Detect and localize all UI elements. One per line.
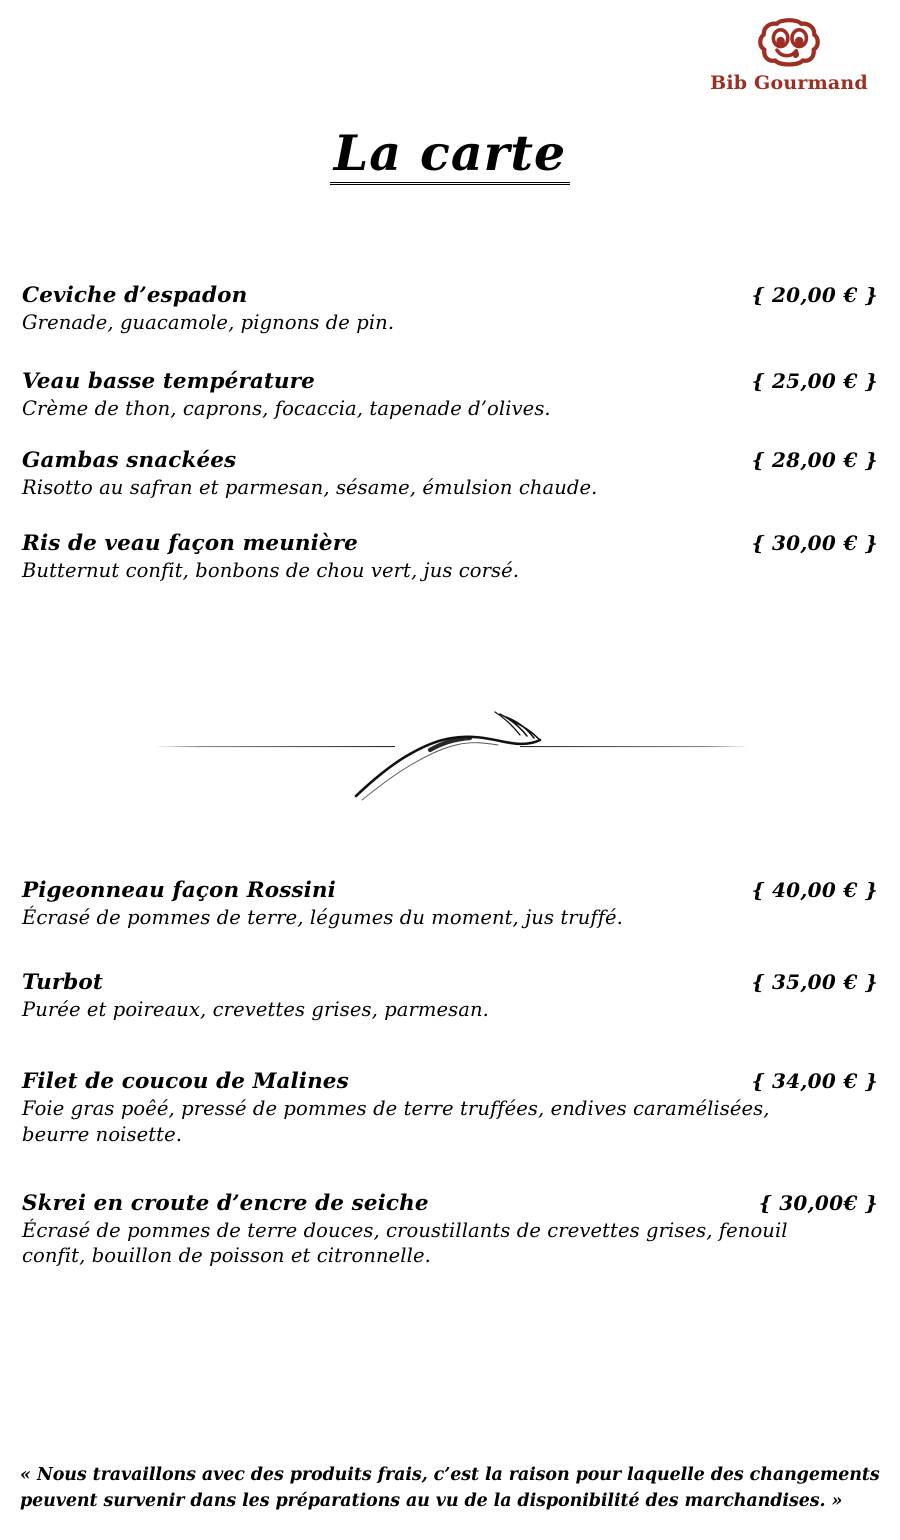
menu-item-header bbox=[22, 1069, 878, 1096]
menu-item bbox=[22, 531, 878, 583]
menu-item-name: Ris de veau façon meunière bbox=[22, 530, 358, 556]
menu-item-header bbox=[22, 369, 878, 396]
bib-gourmand-badge bbox=[694, 14, 884, 93]
menu-section-mains bbox=[22, 878, 878, 1269]
menu-item-price: { 20,00 € } bbox=[751, 283, 878, 307]
menu-item-header bbox=[22, 878, 878, 905]
menu-item-description: Écrasé de pommes de terre, légumes du moment, jus truffé. bbox=[22, 905, 623, 929]
menu-item-name: Gambas snackées bbox=[22, 448, 237, 474]
menu-item-header bbox=[22, 1191, 878, 1218]
menu-item-header bbox=[22, 531, 878, 558]
fork-divider-icon bbox=[0, 688, 900, 818]
footer-disclaimer-line-2: peuvent survenir dans les préparations au vu de la disponibilité des marchandises. » bbox=[20, 1491, 843, 1512]
page-title: La carte bbox=[330, 128, 570, 185]
spacer bbox=[22, 501, 878, 531]
menu-item-price: { 25,00 € } bbox=[751, 369, 878, 394]
menu-item-description-line-2: beurre noisette. bbox=[22, 1122, 183, 1146]
menu-item bbox=[22, 448, 878, 500]
menu-item-price: { 28,00 € } bbox=[751, 448, 878, 473]
spacer bbox=[22, 1022, 878, 1069]
menu-item-description-line-1: Écrasé de pommes de terre douces, croustillants de crevettes grises, fenouil bbox=[22, 1218, 788, 1242]
menu-item-name: Ceviche d’espadon bbox=[22, 283, 248, 308]
menu-item-price: { 30,00 € } bbox=[751, 530, 878, 555]
menu-item bbox=[22, 970, 878, 1022]
menu-item-description-line-2: confit, bouillon de poisson et citronnelle. bbox=[22, 1244, 431, 1268]
menu-item-description: Grenade, guacamole, pignons de pin. bbox=[22, 310, 395, 334]
spacer bbox=[22, 335, 878, 369]
menu-item bbox=[22, 1191, 878, 1269]
bib-gourmand-label: Bib Gourmand bbox=[710, 72, 868, 94]
menu-item-name: Turbot bbox=[22, 970, 103, 996]
spacer bbox=[22, 421, 878, 448]
menu-item-name: Veau basse température bbox=[22, 369, 315, 395]
bibendum-michelin-man-face-icon bbox=[753, 14, 825, 72]
menu-item-description: Butternut confit, bonbons de chou vert, jus corsé. bbox=[22, 558, 520, 582]
spacer bbox=[22, 930, 878, 970]
footer-disclaimer-line-1: « Nous travaillons avec des produits frais, c’est la raison pour laquelle des changements bbox=[20, 1465, 880, 1485]
menu-item-name: Pigeonneau façon Rossini bbox=[22, 878, 336, 903]
menu-item-name: Skrei en croute d’encre de seiche bbox=[22, 1191, 429, 1216]
menu-section-starters bbox=[22, 283, 878, 583]
page-title-container bbox=[0, 124, 900, 185]
menu-item-description: Crème de thon, caprons, focaccia, tapenade d’olives. bbox=[22, 397, 551, 421]
spacer bbox=[22, 1147, 878, 1191]
menu-item-description-line-1: Foie gras poêé, pressé de pommes de terre truffées, endives caramélisées, bbox=[22, 1097, 770, 1121]
menu-item bbox=[22, 283, 878, 335]
menu-item bbox=[22, 878, 878, 930]
menu-item-header bbox=[22, 448, 878, 475]
menu-item bbox=[22, 1069, 878, 1147]
menu-item-description: Purée et poireaux, crevettes grises, parmesan. bbox=[22, 998, 489, 1022]
menu-item-description: Risotto au safran et parmesan, sésame, émulsion chaude. bbox=[22, 476, 598, 500]
menu-item-price: { 34,00 € } bbox=[751, 1069, 878, 1094]
menu-item-price: { 35,00 € } bbox=[751, 970, 878, 995]
menu-item-header bbox=[22, 970, 878, 997]
menu-item-header bbox=[22, 283, 878, 310]
menu-item-price: { 40,00 € } bbox=[751, 878, 878, 902]
menu-item bbox=[22, 369, 878, 421]
menu-item-name: Filet de coucou de Malines bbox=[22, 1069, 349, 1095]
menu-item-price: { 30,00€ } bbox=[758, 1191, 878, 1215]
footer-disclaimer bbox=[20, 1462, 886, 1515]
